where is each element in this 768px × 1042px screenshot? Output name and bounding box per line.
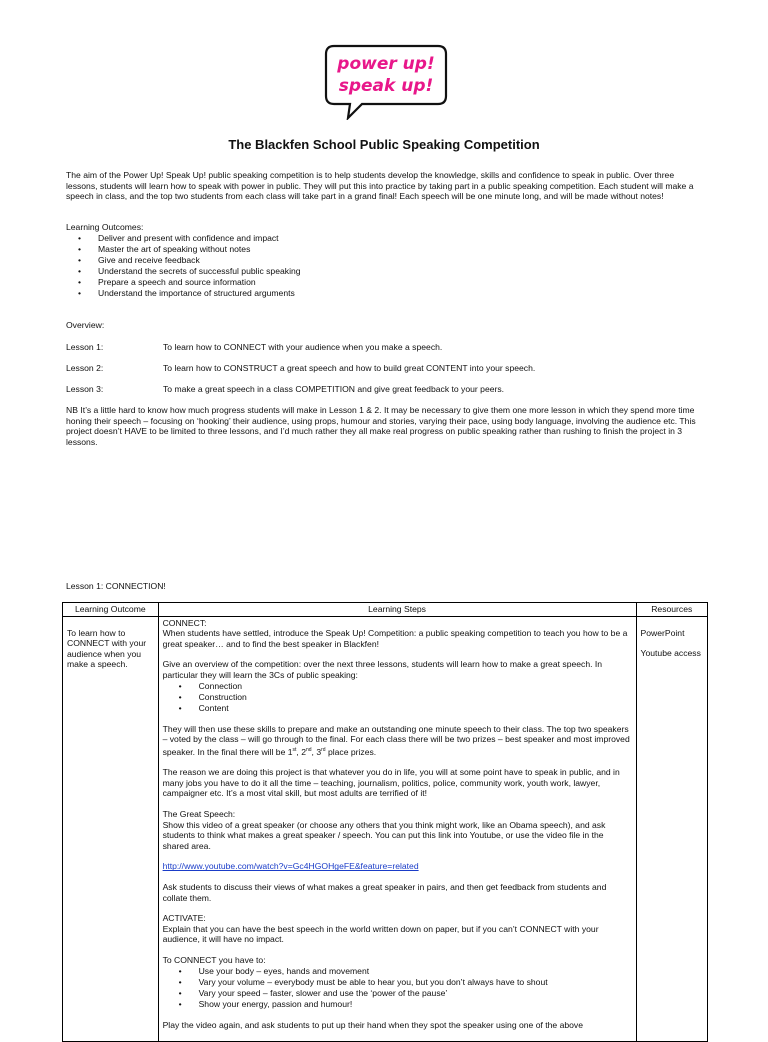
great-speech-paragraph: Show this video of a great speaker (or choose any others that you think might work, like an Obama speech), and ask students to think what makes a great speaker / speech. You can put this link into Youtube, or use the video file in the shared area. xyxy=(162,819,606,851)
last-paragraph: Play the video again, and ask students to put up their hand when they spot the speaker using one of the above xyxy=(162,1019,584,1030)
table-header-row xyxy=(63,603,708,617)
activate-paragraph: Explain that you can have the best speech in the world written down on paper, but if you can’t CONNECT with your audience, it will have no impact. xyxy=(162,923,599,945)
ordinal-rd: rd xyxy=(321,746,326,753)
header-learning-outcome: Learning Outcome xyxy=(63,603,159,617)
header-resources: Resources xyxy=(636,603,707,617)
learning-outcome-item: • Understand the importance of structured arguments xyxy=(98,288,301,299)
learning-outcome-item: • Understand the secrets of successful public speaking xyxy=(98,266,301,277)
list-item: • Connection xyxy=(199,681,632,692)
learning-outcomes-list xyxy=(66,233,301,299)
lesson-description: To make a great speech in a class COMPETITION and give great feedback to your peers. xyxy=(163,384,505,394)
list-item: • Content xyxy=(199,703,632,714)
logo-line-2: speak up! xyxy=(338,76,434,96)
outcome-text: To learn how to CONNECT with your audience when you make a speech. xyxy=(67,627,147,670)
lesson-name: Lesson 2: xyxy=(66,363,104,373)
lesson-name: Lesson 1: xyxy=(66,342,104,352)
ordinal-nd: nd xyxy=(305,746,312,753)
resource-item: Youtube access xyxy=(640,648,701,659)
connect-heading: CONNECT: xyxy=(162,617,207,628)
learning-outcomes-heading: Learning Outcomes: xyxy=(66,222,144,232)
list-item: • Vary your speed – faster, slower and use the ‘power of the pause’ xyxy=(199,988,632,999)
skills-text-b: place prizes. xyxy=(325,746,377,757)
lesson-name: Lesson 3: xyxy=(66,384,104,394)
resource-item: PowerPoint xyxy=(640,627,685,638)
list-item: • Vary your volume – everybody must be able to hear you, but you don’t always have to shout xyxy=(199,977,632,988)
learning-outcome-item: • Give and receive feedback xyxy=(98,255,301,266)
lesson-plan-table xyxy=(62,602,708,1042)
three-cs-list xyxy=(163,681,632,714)
youtube-link[interactable]: http://www.youtube.com/watch?v=Gc4HGOHgeFE&feature=related xyxy=(162,861,419,872)
connect-you-heading: To CONNECT you have to: xyxy=(162,954,266,965)
great-speech-heading: The Great Speech: xyxy=(162,808,236,819)
intro-paragraph: The aim of the Power Up! Speak Up! public speaking competition is to help students develop the knowledge, skills and confidence to speak in public. Over three lessons, students will learn how to speak with power in public. They will put this into practice by taking part in a public speaking competition. Each student will make a speech in class, and the top two students from each class will take part in a grand final! Each speech will be one minute long, and will be made without notes! xyxy=(66,170,694,202)
skills-paragraph xyxy=(163,724,632,758)
learning-outcome-item: • Deliver and present with confidence and impact xyxy=(98,233,301,244)
steps-cell xyxy=(158,616,636,1042)
connect-techniques-list xyxy=(163,966,632,1010)
table-row xyxy=(63,616,708,1042)
nb-note-paragraph: NB It’s a little hard to know how much progress students will make in Lesson 1 & 2. It may be necessary to give them one more lesson in which they spend more time honing their speech – focusing on ‘hooking’ their audience, using props, humour and stories, varying their pace, using body language, involving the audience etc. This project doesn’t HAVE to be limited to three lessons, and I’d much rather they all make real progress on public speaking rather than rushing to finish the project in 3 lessons. xyxy=(66,405,696,447)
ordinal-st: st xyxy=(292,746,297,753)
discuss-paragraph: Ask students to discuss their views of what makes a great speaker in pairs, and then get feedback from students and collate them. xyxy=(162,881,607,903)
page-title: The Blackfen School Public Speaking Competition xyxy=(228,137,540,152)
ordinal-sep-2: , 3 xyxy=(311,746,322,757)
list-item: • Show your energy, passion and humour! xyxy=(199,999,632,1010)
ordinal-sep-1: , 2 xyxy=(296,746,306,757)
resources-cell xyxy=(636,616,707,1042)
overview-heading: Overview: xyxy=(66,320,105,330)
power-up-speak-up-logo xyxy=(322,44,448,120)
video-link-line xyxy=(163,861,632,872)
learning-outcome-item: • Master the art of speaking without notes xyxy=(98,244,301,255)
competition-overview-paragraph: Give an overview of the competition: over the next three lessons, students will learn how to make a great speech. In particular they will learn the 3Cs of public speaking: xyxy=(162,659,603,680)
lesson-description: To learn how to CONNECT with your audience when you make a speech. xyxy=(163,342,443,352)
lesson-description: To learn how to CONSTRUCT a great speech and how to build great CONTENT into your speech. xyxy=(163,363,536,373)
skills-text-a: They will then use these skills to prepare and make an outstanding one minute speech to their class. The top two speakers – voted by the class – will go through to the final. For each class there will be two prizes – best speaker and most improved speaker. In the final there will be 1 xyxy=(162,723,630,757)
learning-outcome-item: • Prepare a speech and source information xyxy=(98,277,301,288)
activate-heading: ACTIVATE: xyxy=(162,913,206,924)
reason-paragraph: The reason we are doing this project is that whatever you do in life, you will at some point have to speak in public, and in many jobs you have to do it all the time – teaching, journalism, politics, police, community work, youth work, lawyer, campaigner etc. It’s a most vital skill, but most adults are terrified of it! xyxy=(162,767,620,799)
connect-paragraph: When students have settled, introduce the Speak Up! Competition: a public speaking competition to teach you how to be a great speaker… and to find the best speaker in Blackfen! xyxy=(162,628,628,649)
lesson-1-section-title: Lesson 1: CONNECTION! xyxy=(66,581,166,591)
header-learning-steps: Learning Steps xyxy=(158,603,636,617)
list-item: • Use your body – eyes, hands and movement xyxy=(199,966,632,977)
logo-line-1: power up! xyxy=(337,54,435,74)
list-item: • Construction xyxy=(199,692,632,703)
outcome-cell xyxy=(63,616,159,1042)
